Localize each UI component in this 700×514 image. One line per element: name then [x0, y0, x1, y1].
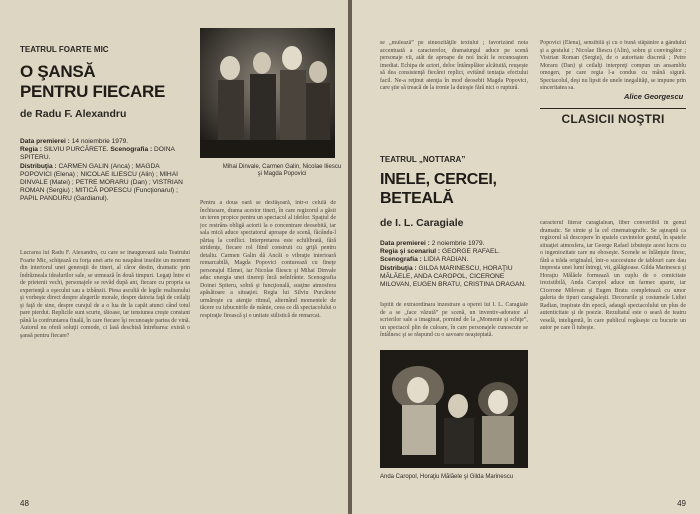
credit-line: Data premierei : 2 noiembrie 1979. — [380, 240, 485, 247]
body-top-column-1: se „mulează” pe sinuozităţile textului ; favorizând nota accentuată a caracterelor, dramaturgul aduce pe scenă personaje vii, atât de aproape de noi încât le recunoaştem imediat. Echipa de actori, deloc întâmplător alcătuită, reuşeşte să dea consistenţă fiecărei replici, evitând tentaţia efectului facil. Ne-a reţinut atenţia în mod deosebit Magda Popovici, care ştie să treacă de la ironie la duioşie fără nici o ruptură. — [380, 40, 528, 91]
credit-line: Scenografia : LIDIA RADIAN. — [380, 256, 469, 264]
left-page — [0, 0, 348, 514]
article-title-line1: INELE, CERCEI, — [380, 171, 497, 188]
credits-block — [20, 138, 188, 204]
credits-block — [380, 240, 528, 289]
section-label: TEATRUL „NOTTARA” — [380, 155, 466, 164]
credit-line: Data premierei : 14 noiembrie 1979. — [20, 138, 129, 145]
page-number: 48 — [20, 499, 29, 508]
body-intro: Ispitit de extraordinara înzestrare a operei lui I. L. Caragiale de a se „face văzută” pe scenă, un inventiv-adorator al scrierilor sale a imaginat, pornind de la „Momente şi schiţe”, un spectacol plin de culoare, în care personajele cunoscute se întâlnesc şi se răspund cu o savoare neaşteptată. — [380, 302, 528, 338]
body-column-1: Lucrarea lui Radu F. Alexandru, cu care se inaugurează sala Teatrului Foarte Mic, schiţează cu forţa unei arte nu neapărat insolite un moment din interiorul unei generaţii de tineri, al căror destin, dramatic prin îndrăzneala idealurilor sale, se urmează în două timpuri. Legaţi între ei de prietenii vechi, personajele se revăd după ani, fiecare cu propria sa experienţă a eşecului sau a izbânzii. Piesa ascultă de legile realismului şi vorbeşte direct despre alegerile morale, despre datoria faţă de ceilalţi şi faţă de sine, despre curajul de a o lua de la capăt atunci când totul pare pierdut. Replicile sunt scurte, tăioase, iar tensiunea creşte constant până la confruntarea finală, în care fiecare îşi recunoaşte partea de vină. Autorul nu oferă soluţii comode, ci lasă deschisă întrebarea: există o şansă pentru fiecare? — [20, 250, 190, 339]
article-byline: de Radu F. Alexandru — [20, 108, 127, 120]
stage-photo — [200, 28, 335, 158]
page-number: 49 — [677, 499, 686, 508]
photo-caption: Anda Caropol, Horaţiu Mălăele şi Gilda Marinescu — [380, 474, 514, 480]
body-top-column-2: Popovici (Elena), sensibilă şi cu o bună stăpânire a gândului şi a gestului ; Nicolae Iliescu (Alin), sobru şi convingător ; Vistrian Roman (Sergiu), de o autoritate discretă ; Petre Moraru (Dan) şi ceilalţi interpreţi compun un ansamblu omogen, pe care regia l-a condus cu mână sigură. Spectacolul, deşi nu lipsit de unele inegalităţi, se impune prin sinceritatea sa. — [540, 40, 686, 91]
section-label: TEATRUL FOARTE MIC — [20, 45, 109, 54]
article-title-line2: BETEALĂ — [380, 190, 454, 207]
article-byline: de I. L. Caragiale — [380, 217, 464, 229]
author-signature: Alice Georgescu — [624, 92, 684, 101]
section-rule — [540, 108, 686, 109]
credit-line: Distribuţia : CARMEN GALIN (Anca) ; MAGDA POPOVICI (Elena) ; NICOLAE ILIESCU (Alin) ; MIHAI DINVALE (Matei) ; PETRE MORARU (Dan) ; VISTRIAN ROMAN (Sergiu) ; MITICĂ POPESCU (Funcţionarul) ; PAPIL PANDURU (Gardianul). — [20, 162, 183, 203]
credit-line: Regia şi scenariul : GEORGE RAFAEL. — [380, 248, 500, 256]
right-page — [352, 0, 700, 514]
photo-caption: Mihai Dinvale, Carmen Galin, Nicolae Iliescu şi Magda Popovici — [222, 164, 342, 178]
credit-line: Regia : SILVIU PURCĂRETE. Scenografia : DOINA SPITERU. — [20, 146, 175, 162]
body-column-2: Pentru a doua oară se desfăşoară, într-o celulă de închisoare, drama acestor tineri, în care regizorul a găsit un teren propice pentru un spectacol al ideilor. Spaţiul de joc restrâns obligă actorii la o concentrare deosebită, iar sala mică aduce spectatorul aproape de scenă, făcându-l părtaş la conflict. Interpretarea este echilibrată, fără stridenţe, fiecare rol fiind construit cu grijă pentru detaliu. Carmen Galin dă Ancăi o vibraţie interioară remarcabilă, Magda Popovici conturează cu fineţe personajul Elenei, iar Nicolae Iliescu şi Mihai Dinvale aduc energia unei tinereţi încă neînfrânte. Scenografia Doinei Spiteru, sobră şi funcţională, susţine atmosfera apăsătoare a situaţiei. Regia lui Silviu Purcărete urmăreşte cu atenţie ritmul, alternând momentele de tăcere cu izbucnirile de mânie, ceea ce dă spectacolului o respiraţie firească şi o unitate stilistică de remarcat. — [200, 200, 336, 319]
series-header: CLASICII NOŞTRI — [561, 112, 665, 126]
body-right-column: caracterul literar caragialean, liber convertibil în genul dramatic. Se simte şi la cel cinematografic. Se aşteaptă ca regizorul să descopere în spatele cuvintelor gestul, în spatele situaţiei atmosfera, iar George Rafael izbuteşte acest lucru cu o ingeniozitate care nu oboseşte. Scenele se înlănţuie firesc, fără a trăda originalul, într-o succesiune de tablouri care dau impresia unei lumi întregi, vii, gălăgioase. Gilda Marinescu şi Horaţiu Mălăele formează un cuplu de o comicitate irezistibilă, Anda Caropol aduce un farmec aparte, iar Cicerone Milovan şi Eugen Bratu completează cu umor galeria de tipuri caragialeşti. Decorurile şi costumele Lidiei Radian, inspirate din epocă, adaugă spectacolului un plus de autenticitate şi de poezie. Rezultatul este o seară de teatru veselă, inteligentă, în care publicul regăseşte cu bucurie un autor pe care îl iubeşte. — [540, 220, 686, 331]
article-title-line1: O ŞANSĂ — [20, 62, 96, 81]
credit-line: Distribuţia : GILDA MARINESCU, HORAŢIU MĂLĂELE, ANDA CAROPOL, CICERONE MILOVAN, EUGEN BRATU, CRISTINA DRAGAN. — [380, 264, 526, 289]
article-title-line2: PENTRU FIECARE — [20, 82, 166, 101]
stage-photo — [380, 350, 528, 468]
